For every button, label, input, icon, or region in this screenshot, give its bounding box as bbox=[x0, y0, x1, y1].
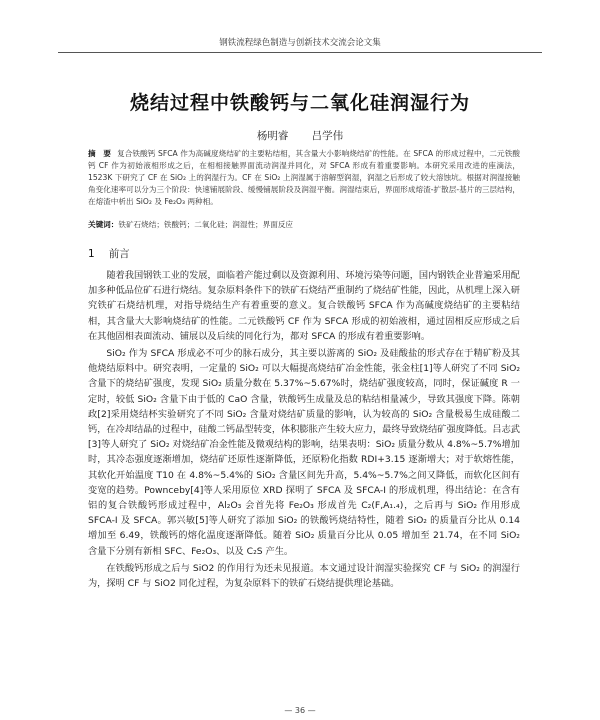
author-name: 吕学伟 bbox=[311, 130, 344, 142]
keywords-text: 铁矿石烧结；铁酸钙；二氧化硅；润湿性；界面反应 bbox=[118, 220, 294, 229]
author-list bbox=[58, 128, 542, 143]
paragraph: SiO₂ 作为 SFCA 形成必不可少的脉石成分，其主要以游离的 SiO₂ 及硅酸盐的形式存在于精矿粉及其他烧结原料中。研究表明，一定量的 SiO₂ 可以大幅提高烧结矿冶金性能，张金柱[1]等人研究了不同 SiO₂ 含量下的烧结矿强度，发现 SiO₂ 质量分数在 5.37%~5.67%时，烧结矿强度较高，同时，保证碱度 R 一定时，较低 SiO₂ 含量下由于低的 CaO 含量，铁酸钙生成量及总的粘结相量减少，导致其强度下降。陈朝政[2]采用烧结杯实验研究了不同 SiO₂ 含量对烧结矿质量的影响，认为较高的 SiO₂ 含量极易生成硅酸二钙，在冷却结晶的过程中，硅酸二钙晶型转变，体积膨胀产生较大应力，最终导致烧结矿强度降低。吕志武[3]等人研究了 SiO₂ 对烧结矿冶金性能及微观结构的影响，结果表明：SiO₂ 质量分数从 4.8%~5.7%增加时，其冷态强度逐渐增加，烧结矿还原性逐渐降低，还原粉化指数 RDI+3.15 逐渐增大；对于软熔性能，其软化开始温度 T10 在 4.8%~5.4%的 SiO₂ 含量区间先升高，5.4%~5.7%之间又降低，而软化区间有变宽的趋势。Pownceby[4]等人采用原位 XRD 探明了 SFCA 及 SFCA-I 的形成机理，得出结论：在含有铝的复合铁酸钙形成过程中，Al₂O₃ 会首先将 Fe₂O₃ 形成首先 C₂(F,A₁.₄)，之后再与 SiO₂ 作用形成 SFCA-I 及 SFCA。郭兴敏[5]等人研究了添加 SiO₂ 的铁酸钙烧结特性，随着 SiO₂ 的质量百分比从 0.14 增加至 6.49，铁酸钙的熔化温度逐渐降低。随着 SiO₂ 质量百分比从 0.05 增加至 21.74，在不同 SiO₂ 含量下分别有新相 SFC、Fe₂O₃、以及 C₂S 产生。 bbox=[88, 348, 520, 557]
abstract-text: 复合铁酸钙 SFCA 作为高碱度烧结矿的主要粘结相，其含量大小影响烧结矿的性能。在 SFCA 的形成过程中，二元铁酸钙 CF 作为初始液相形成之后，在相相接触界面流动润湿并同化，对 SFCA 形成有着重要影响。本研究采用改进的座滴法，1523K 下研究了 CF 在 SiO₂ 上的润湿行为。CF 在 SiO₂ 上润湿属于溶解型润湿，润湿之后形成了较大溶蚀坑。根据对润湿接触角变化速率可以分为三个阶段：快速铺展阶段、缓慢铺展阶段及润湿平衡。润湿结束后，界面形成熔渣-扩散层-基片的三层结构，在熔渣中析出 SiO₂ 及 Fe₂O₃ 两种相。 bbox=[88, 149, 520, 206]
running-header: 钢铁流程绿色制造与创新技术交流会论文集 bbox=[219, 38, 381, 48]
paragraph: 在铁酸钙形成之后与 SiO2 的作用行为还未见报道。本文通过设计润湿实验探究 CF 与 SiO₂ 的润湿行为，探明 CF 与 SiO2 同化过程，为复杂原料下的铁矿石烧结提供理论基础。 bbox=[88, 562, 520, 590]
page-number: — 36 — bbox=[284, 706, 316, 715]
keywords-label: 关键词： bbox=[88, 220, 119, 229]
abstract bbox=[88, 148, 520, 208]
section-number: 1 bbox=[88, 248, 95, 260]
section-title: 前言 bbox=[108, 248, 130, 260]
paragraph: 随着我国钢铁工业的发展，面临着产能过剩以及资源利用、环境污染等问题，国内钢铁企业普遍采用配加多种低品位矿石进行烧结。复杂原料条件下的铁矿石烧结严重制约了烧结矿性能，因此，从机理上深入研究铁矿石烧结机理，对指导烧结生产有着重要的意义。复合铁酸钙 SFCA 作为高碱度烧结矿的主要粘结相，其含量大大影响烧结矿的性能。二元铁酸钙 CF 作为 SFCA 形成的初始液相，通过固相反应形成之后在其他固相表面流动、铺展以及后续的同化行为，都对 SFCA 的形成有着重要影响。 bbox=[88, 270, 520, 342]
section-heading bbox=[88, 246, 130, 261]
body-text bbox=[88, 268, 520, 593]
paper-title: 烧结过程中铁酸钙与二氧化硅润湿行为 bbox=[129, 92, 470, 114]
abstract-label: 摘 要 bbox=[88, 149, 112, 158]
keywords bbox=[88, 219, 520, 231]
header-rule bbox=[58, 52, 542, 53]
author-name: 杨明睿 bbox=[256, 130, 289, 142]
